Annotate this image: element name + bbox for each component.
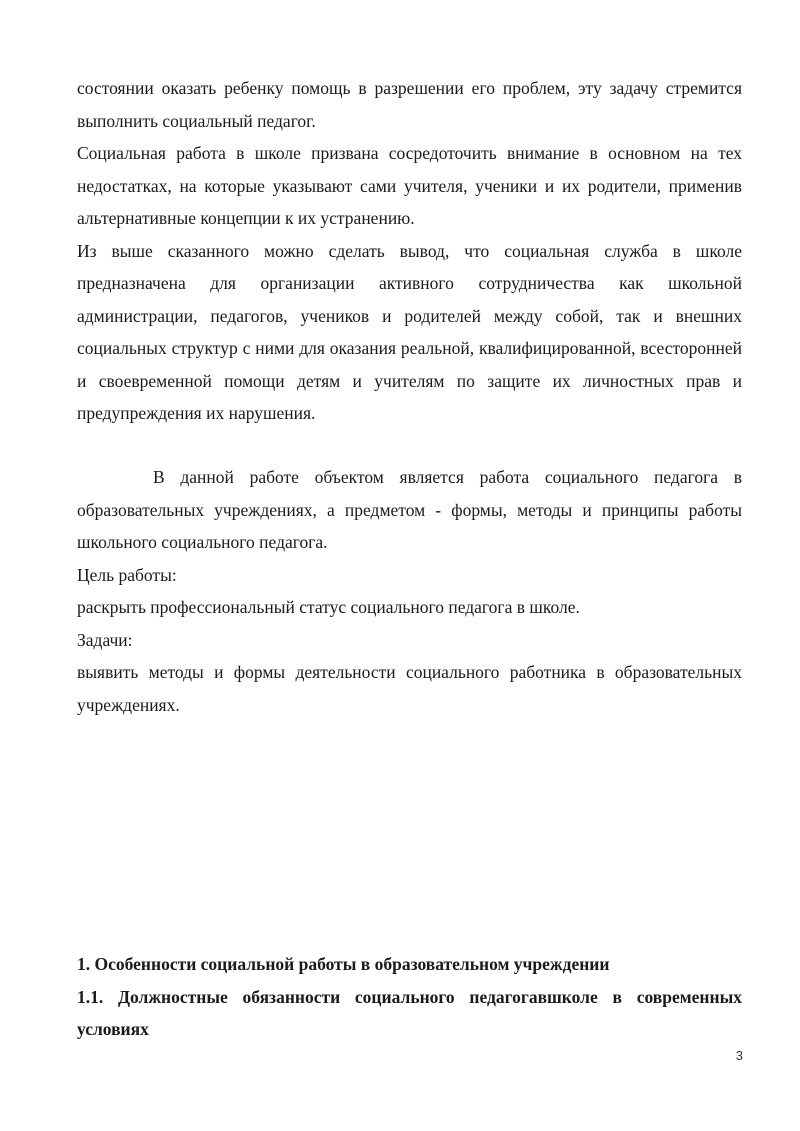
body-text-top bbox=[77, 72, 742, 430]
body-text-intro bbox=[77, 461, 742, 721]
goal-label: Цель работы: bbox=[77, 564, 177, 585]
chapter-heading: 1. Особенности социальной работы в образовательном учреждении bbox=[77, 954, 610, 974]
tasks-label: Задачи: bbox=[77, 629, 133, 650]
page-number: 3 bbox=[735, 1048, 743, 1063]
paragraph-conclusion: Из выше сказанного можно сделать вывод, что социальная служба в школе предназначена для организации активного сотрудничества как школьной администрации, педагогов, учеников и родителей между собой, так и внешних социальных структур с ними для оказания реальной, квалифицированной, всесторонней и своевременной помощи детям и учителям по защите их личностных прав и предупреждения их нарушения. bbox=[77, 240, 742, 423]
tasks-text: выявить методы и формы деятельности социального работника в образовательных учреждениях. bbox=[77, 662, 742, 715]
section-headings bbox=[77, 948, 742, 1046]
paragraph-social-pedagogue-task: состоянии оказать ребенку помощь в разрешении его проблем, эту задачу стремится выполнить социальный педагог. bbox=[77, 78, 742, 131]
paragraph-object-subject: В данной работе объектом является работа социального педагога в образовательных учреждениях, а предметом - формы, методы и принципы работы школьного социального педагога. bbox=[77, 467, 742, 552]
subsection-heading: 1.1. Должностные обязанности социального педагогавшколе в современных условиях bbox=[77, 986, 742, 1039]
paragraph-social-work-in-school: Социальная работа в школе призвана сосредоточить внимание в основном на тех недостатках, на которые указывают сами учителя, ученики и их родители, применив альтернативные концепции к их устранению. bbox=[77, 143, 742, 228]
goal-text: раскрыть профессиональный статус социального педагога в школе. bbox=[77, 597, 580, 617]
